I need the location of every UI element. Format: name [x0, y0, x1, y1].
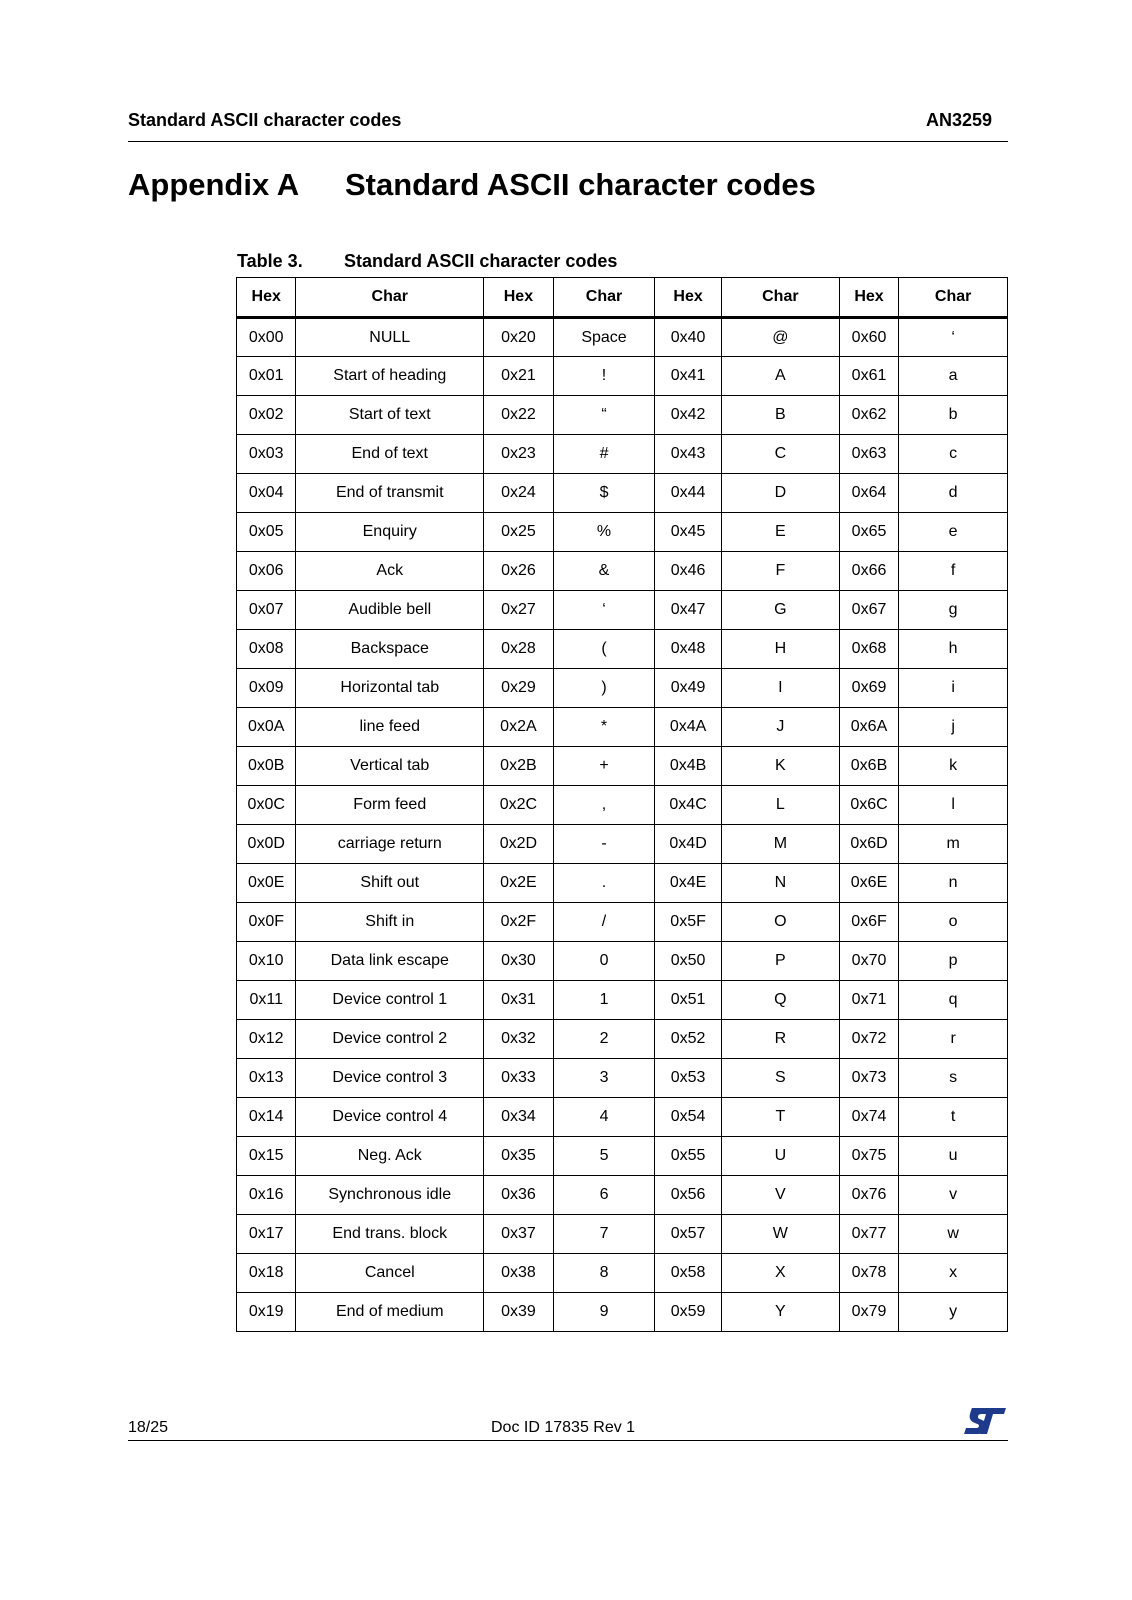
table-row	[237, 513, 1008, 552]
char-cell: x	[899, 1254, 1008, 1293]
char-cell: F	[721, 552, 839, 591]
char-cell: Start of heading	[296, 357, 484, 396]
char-cell: o	[899, 903, 1008, 942]
hex-cell: 0x15	[237, 1137, 296, 1176]
page-number: 18/25	[128, 1419, 169, 1436]
hex-cell: 0x35	[484, 1137, 554, 1176]
char-cell: #	[553, 435, 655, 474]
hex-cell: 0x32	[484, 1020, 554, 1059]
hex-cell: 0x56	[655, 1176, 722, 1215]
char-cell: C	[721, 435, 839, 474]
char-cell: ‘	[553, 591, 655, 630]
char-cell: Shift out	[296, 864, 484, 903]
char-cell: Synchronous idle	[296, 1176, 484, 1215]
hex-cell: 0x23	[484, 435, 554, 474]
hex-cell: 0x27	[484, 591, 554, 630]
hex-cell: 0x62	[839, 396, 898, 435]
char-cell: G	[721, 591, 839, 630]
hex-cell: 0x28	[484, 630, 554, 669]
hex-cell: 0x51	[655, 981, 722, 1020]
char-cell: +	[553, 747, 655, 786]
hex-cell: 0x4D	[655, 825, 722, 864]
char-cell: 2	[553, 1020, 655, 1059]
char-cell: n	[899, 864, 1008, 903]
char-cell: Horizontal tab	[296, 669, 484, 708]
hex-cell: 0x45	[655, 513, 722, 552]
hex-cell: 0x6D	[839, 825, 898, 864]
table-row	[237, 864, 1008, 903]
char-cell: Vertical tab	[296, 747, 484, 786]
hex-cell: 0x14	[237, 1098, 296, 1137]
table-row	[237, 1137, 1008, 1176]
char-cell: j	[899, 708, 1008, 747]
char-cell: NULL	[296, 318, 484, 357]
char-cell: 7	[553, 1215, 655, 1254]
char-cell: /	[553, 903, 655, 942]
hex-cell: 0x33	[484, 1059, 554, 1098]
hex-cell: 0x0C	[237, 786, 296, 825]
header-rule	[128, 141, 1008, 142]
hex-cell: 0x37	[484, 1215, 554, 1254]
char-cell: End trans. block	[296, 1215, 484, 1254]
char-cell: h	[899, 630, 1008, 669]
hex-cell: 0x22	[484, 396, 554, 435]
table-caption-title: Standard ASCII character codes	[344, 251, 618, 271]
char-cell: f	[899, 552, 1008, 591]
column-header-hex: Hex	[237, 278, 296, 318]
char-cell: carriage return	[296, 825, 484, 864]
char-cell: Backspace	[296, 630, 484, 669]
hex-cell: 0x0D	[237, 825, 296, 864]
char-cell: 6	[553, 1176, 655, 1215]
char-cell: y	[899, 1293, 1008, 1332]
table-row	[237, 1020, 1008, 1059]
hex-cell: 0x74	[839, 1098, 898, 1137]
char-cell: u	[899, 1137, 1008, 1176]
table-row	[237, 396, 1008, 435]
hex-cell: 0x65	[839, 513, 898, 552]
hex-cell: 0x2D	[484, 825, 554, 864]
char-cell: @	[721, 318, 839, 357]
char-cell: 0	[553, 942, 655, 981]
char-cell: Space	[553, 318, 655, 357]
char-cell: I	[721, 669, 839, 708]
table-row	[237, 318, 1008, 357]
char-cell: %	[553, 513, 655, 552]
hex-cell: 0x70	[839, 942, 898, 981]
hex-cell: 0x73	[839, 1059, 898, 1098]
hex-cell: 0x75	[839, 1137, 898, 1176]
hex-cell: 0x00	[237, 318, 296, 357]
char-cell: )	[553, 669, 655, 708]
appendix-title: Standard ASCII character codes	[345, 167, 816, 202]
char-cell: R	[721, 1020, 839, 1059]
char-cell: Audible bell	[296, 591, 484, 630]
hex-cell: 0x66	[839, 552, 898, 591]
hex-cell: 0x06	[237, 552, 296, 591]
hex-cell: 0x4E	[655, 864, 722, 903]
hex-cell: 0x6E	[839, 864, 898, 903]
table-row	[237, 357, 1008, 396]
hex-cell: 0x16	[237, 1176, 296, 1215]
hex-cell: 0x19	[237, 1293, 296, 1332]
char-cell: X	[721, 1254, 839, 1293]
char-cell: d	[899, 474, 1008, 513]
char-cell: q	[899, 981, 1008, 1020]
hex-cell: 0x12	[237, 1020, 296, 1059]
char-cell: Shift in	[296, 903, 484, 942]
column-header-char: Char	[721, 278, 839, 318]
hex-cell: 0x30	[484, 942, 554, 981]
table-row	[237, 1176, 1008, 1215]
char-cell: End of transmit	[296, 474, 484, 513]
hex-cell: 0x17	[237, 1215, 296, 1254]
table-row	[237, 942, 1008, 981]
hex-cell: 0x72	[839, 1020, 898, 1059]
char-cell: i	[899, 669, 1008, 708]
hex-cell: 0x6B	[839, 747, 898, 786]
char-cell: 8	[553, 1254, 655, 1293]
char-cell: A	[721, 357, 839, 396]
char-cell: g	[899, 591, 1008, 630]
hex-cell: 0x78	[839, 1254, 898, 1293]
table-row	[237, 435, 1008, 474]
footer-rule	[128, 1440, 1008, 1441]
column-header-hex: Hex	[484, 278, 554, 318]
hex-cell: 0x5F	[655, 903, 722, 942]
char-cell: !	[553, 357, 655, 396]
char-cell: 1	[553, 981, 655, 1020]
table-row	[237, 747, 1008, 786]
hex-cell: 0x39	[484, 1293, 554, 1332]
char-cell: Form feed	[296, 786, 484, 825]
hex-cell: 0x54	[655, 1098, 722, 1137]
hex-cell: 0x6C	[839, 786, 898, 825]
hex-cell: 0x43	[655, 435, 722, 474]
char-cell: l	[899, 786, 1008, 825]
st-logo-icon	[962, 1406, 1008, 1436]
table-row	[237, 981, 1008, 1020]
table-row	[237, 903, 1008, 942]
hex-cell: 0x47	[655, 591, 722, 630]
char-cell: Start of text	[296, 396, 484, 435]
running-header-doc-code: AN3259	[925, 110, 992, 130]
hex-cell: 0x29	[484, 669, 554, 708]
column-header-char: Char	[553, 278, 655, 318]
hex-cell: 0x26	[484, 552, 554, 591]
hex-cell: 0x71	[839, 981, 898, 1020]
table-row	[237, 825, 1008, 864]
table-row	[237, 552, 1008, 591]
hex-cell: 0x67	[839, 591, 898, 630]
table-row	[237, 708, 1008, 747]
hex-cell: 0x13	[237, 1059, 296, 1098]
hex-cell: 0x25	[484, 513, 554, 552]
char-cell: End of medium	[296, 1293, 484, 1332]
char-cell: $	[553, 474, 655, 513]
hex-cell: 0x6A	[839, 708, 898, 747]
hex-cell: 0x79	[839, 1293, 898, 1332]
table-row	[237, 1254, 1008, 1293]
char-cell: E	[721, 513, 839, 552]
hex-cell: 0x01	[237, 357, 296, 396]
hex-cell: 0x6F	[839, 903, 898, 942]
char-cell: K	[721, 747, 839, 786]
hex-cell: 0x46	[655, 552, 722, 591]
hex-cell: 0x10	[237, 942, 296, 981]
hex-cell: 0x4B	[655, 747, 722, 786]
char-cell: r	[899, 1020, 1008, 1059]
char-cell: P	[721, 942, 839, 981]
char-cell: Y	[721, 1293, 839, 1332]
char-cell: L	[721, 786, 839, 825]
hex-cell: 0x03	[237, 435, 296, 474]
char-cell: m	[899, 825, 1008, 864]
hex-cell: 0x64	[839, 474, 898, 513]
hex-cell: 0x20	[484, 318, 554, 357]
running-header-section: Standard ASCII character codes	[128, 110, 402, 130]
column-header-char: Char	[296, 278, 484, 318]
table-row	[237, 591, 1008, 630]
column-header-char: Char	[899, 278, 1008, 318]
hex-cell: 0x52	[655, 1020, 722, 1059]
hex-cell: 0x55	[655, 1137, 722, 1176]
char-cell: b	[899, 396, 1008, 435]
hex-cell: 0x49	[655, 669, 722, 708]
hex-cell: 0x50	[655, 942, 722, 981]
char-cell: (	[553, 630, 655, 669]
hex-cell: 0x40	[655, 318, 722, 357]
char-cell: B	[721, 396, 839, 435]
char-cell: *	[553, 708, 655, 747]
char-cell: w	[899, 1215, 1008, 1254]
char-cell: 4	[553, 1098, 655, 1137]
hex-cell: 0x0E	[237, 864, 296, 903]
hex-cell: 0x77	[839, 1215, 898, 1254]
char-cell: Q	[721, 981, 839, 1020]
char-cell: p	[899, 942, 1008, 981]
hex-cell: 0x2C	[484, 786, 554, 825]
char-cell: Cancel	[296, 1254, 484, 1293]
hex-cell: 0x07	[237, 591, 296, 630]
ascii-table	[236, 277, 1008, 1332]
hex-cell: 0x09	[237, 669, 296, 708]
appendix-heading	[128, 167, 816, 203]
appendix-label: Appendix A	[128, 167, 300, 202]
char-cell: H	[721, 630, 839, 669]
char-cell: Ack	[296, 552, 484, 591]
char-cell: O	[721, 903, 839, 942]
hex-cell: 0x2F	[484, 903, 554, 942]
column-header-hex: Hex	[839, 278, 898, 318]
char-cell: s	[899, 1059, 1008, 1098]
hex-cell: 0x48	[655, 630, 722, 669]
hex-cell: 0x63	[839, 435, 898, 474]
doc-id: Doc ID 17835 Rev 1	[491, 1419, 636, 1436]
char-cell: 9	[553, 1293, 655, 1332]
hex-cell: 0x21	[484, 357, 554, 396]
hex-cell: 0x2A	[484, 708, 554, 747]
table-row	[237, 1215, 1008, 1254]
table-body	[237, 318, 1008, 1332]
hex-cell: 0x4C	[655, 786, 722, 825]
table-row	[237, 786, 1008, 825]
hex-cell: 0x61	[839, 357, 898, 396]
table-row	[237, 669, 1008, 708]
hex-cell: 0x53	[655, 1059, 722, 1098]
hex-cell: 0x38	[484, 1254, 554, 1293]
char-cell: e	[899, 513, 1008, 552]
char-cell: J	[721, 708, 839, 747]
table-row	[237, 474, 1008, 513]
char-cell: v	[899, 1176, 1008, 1215]
char-cell: Device control 1	[296, 981, 484, 1020]
hex-cell: 0x18	[237, 1254, 296, 1293]
table-caption	[237, 251, 617, 272]
char-cell: U	[721, 1137, 839, 1176]
hex-cell: 0x11	[237, 981, 296, 1020]
hex-cell: 0x0B	[237, 747, 296, 786]
char-cell: 5	[553, 1137, 655, 1176]
hex-cell: 0x36	[484, 1176, 554, 1215]
column-header-hex: Hex	[655, 278, 722, 318]
table-row	[237, 1293, 1008, 1332]
char-cell: N	[721, 864, 839, 903]
char-cell: c	[899, 435, 1008, 474]
hex-cell: 0x2E	[484, 864, 554, 903]
hex-cell: 0x76	[839, 1176, 898, 1215]
char-cell: M	[721, 825, 839, 864]
hex-cell: 0x42	[655, 396, 722, 435]
char-cell: Enquiry	[296, 513, 484, 552]
char-cell: Device control 4	[296, 1098, 484, 1137]
char-cell: W	[721, 1215, 839, 1254]
table-row	[237, 1059, 1008, 1098]
hex-cell: 0x0A	[237, 708, 296, 747]
hex-cell: 0x58	[655, 1254, 722, 1293]
char-cell: -	[553, 825, 655, 864]
table-row	[237, 1098, 1008, 1137]
hex-cell: 0x41	[655, 357, 722, 396]
char-cell: Device control 3	[296, 1059, 484, 1098]
char-cell: t	[899, 1098, 1008, 1137]
table-caption-number: Table 3.	[237, 251, 303, 271]
hex-cell: 0x04	[237, 474, 296, 513]
hex-cell: 0x69	[839, 669, 898, 708]
table-row	[237, 630, 1008, 669]
char-cell: T	[721, 1098, 839, 1137]
hex-cell: 0x31	[484, 981, 554, 1020]
hex-cell: 0x57	[655, 1215, 722, 1254]
hex-cell: 0x05	[237, 513, 296, 552]
char-cell: “	[553, 396, 655, 435]
char-cell: Data link escape	[296, 942, 484, 981]
char-cell: End of text	[296, 435, 484, 474]
hex-cell: 0x02	[237, 396, 296, 435]
char-cell: D	[721, 474, 839, 513]
hex-cell: 0x68	[839, 630, 898, 669]
char-cell: S	[721, 1059, 839, 1098]
hex-cell: 0x34	[484, 1098, 554, 1137]
hex-cell: 0x4A	[655, 708, 722, 747]
hex-cell: 0x08	[237, 630, 296, 669]
char-cell: Device control 2	[296, 1020, 484, 1059]
hex-cell: 0x60	[839, 318, 898, 357]
char-cell: 3	[553, 1059, 655, 1098]
hex-cell: 0x2B	[484, 747, 554, 786]
char-cell: .	[553, 864, 655, 903]
char-cell: &	[553, 552, 655, 591]
char-cell: Neg. Ack	[296, 1137, 484, 1176]
char-cell: ,	[553, 786, 655, 825]
hex-cell: 0x44	[655, 474, 722, 513]
table-header-row	[237, 278, 1008, 318]
hex-cell: 0x0F	[237, 903, 296, 942]
char-cell: V	[721, 1176, 839, 1215]
char-cell: a	[899, 357, 1008, 396]
char-cell: line feed	[296, 708, 484, 747]
char-cell: k	[899, 747, 1008, 786]
hex-cell: 0x59	[655, 1293, 722, 1332]
char-cell: ‘	[899, 318, 1008, 357]
hex-cell: 0x24	[484, 474, 554, 513]
